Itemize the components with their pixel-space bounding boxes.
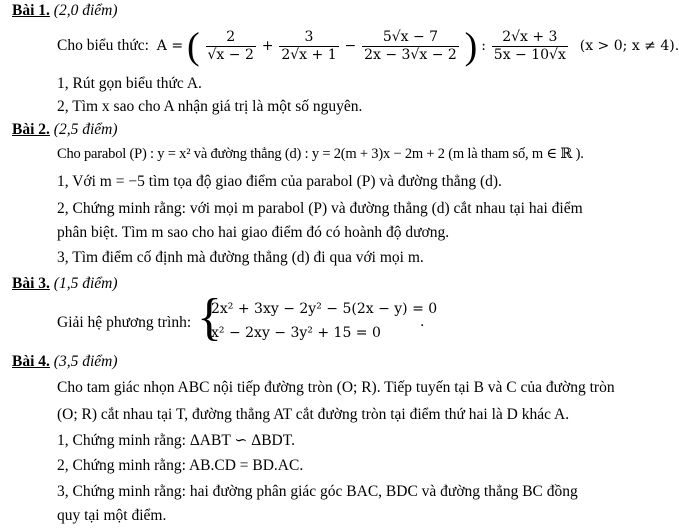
- bai4-question-3a: 3, Chứng minh rằng: hai đường phân giác góc BAC, BDC và đường thẳng BC đồng: [57, 483, 578, 500]
- bai2-title: Bài 2.: [12, 121, 50, 138]
- bai3-points: (1,5 điểm): [53, 275, 118, 292]
- bai3-end: .: [420, 314, 425, 330]
- bai4-title: Bài 4.: [12, 353, 50, 370]
- bai1-title: Bài 1.: [12, 2, 50, 19]
- bai2-question-1: 1, Với m = −5 tìm tọa độ giao điểm của parabol (P) và đường thẳng (d).: [57, 173, 502, 190]
- bai1-points: (2,0 điểm): [53, 2, 118, 19]
- bai4-question-2: 2, Chứng minh rằng: AB.CD = BD.AC.: [57, 457, 304, 474]
- bai2-question-2a: 2, Chứng minh rằng: với mọi m parabol (P) và đường thẳng (d) cắt nhau tại hai điểm: [57, 200, 583, 217]
- bai4-question-1: 1, Chứng minh rằng: ΔABT ∽ ΔBDT.: [57, 432, 295, 449]
- bai2-line-1: Cho parabol (P) : y = x² và đường thẳng (d) : y = 2(m + 3)x − 2m + 2 (m là tham số, m ∈ ℝ ).: [57, 146, 584, 162]
- bai3-title: Bài 3.: [12, 275, 50, 292]
- bai1-heading: [12, 1, 117, 21]
- system-brace: {: [197, 289, 222, 346]
- bai1-question-2: 2, Tìm x sao cho A nhận giá trị là một số nguyên.: [57, 98, 363, 115]
- bai3-equation-2: x² − 2xy − 3y² + 15 = 0: [211, 325, 381, 341]
- bai2-heading: [12, 120, 117, 140]
- bai1-expression: Cho biểu thức: A = ( $\frac{2}{√x - 2}$ + $\frac{3}{2√x + 1}$ − $\frac{5√x - 7}{2x - 3√x - 2}$ ) : $\frac{2√x + 3}{5x - 10√x}$ (x > 0; x ≠ 4).: [57, 25, 679, 68]
- fraction-3: $\frac{5√x - 7}{2x - 3√x - 2}$: [364, 28, 457, 63]
- bai4-points: (3,5 điểm): [53, 353, 118, 370]
- bai4-line-1: Cho tam giác nhọn ABC nội tiếp đường tròn (O; R). Tiếp tuyến tại B và C của đường tròn: [57, 379, 615, 396]
- bai4-line-2: (O; R) cắt nhau tại T, đường thẳng AT cắt đường tròn tại điểm thứ hai là D khác A.: [57, 406, 570, 423]
- bai2-points: (2,5 điểm): [53, 121, 118, 138]
- bai3-equation-1: 2x² + 3xy − 2y² − 5(2x − y) = 0: [211, 301, 438, 317]
- bai3-heading: [12, 274, 117, 294]
- bai3-intro: Giải hệ phương trình:: [57, 314, 192, 331]
- bai4-question-3b: quy tại một điểm.: [57, 507, 167, 524]
- bai1-question-1: 1, Rút gọn biểu thức A.: [57, 75, 202, 92]
- fraction-2: $\frac{3}{2√x + 1}$: [281, 28, 337, 63]
- bai4-heading: [12, 352, 117, 372]
- bai2-question-3: 3, Tìm điểm cố định mà đường thẳng (d) đi qua với mọi m.: [57, 249, 424, 266]
- bai2-question-2b: phân biệt. Tìm m sao cho hai giao điểm đó có hoành độ dương.: [57, 224, 450, 241]
- fraction-4: $\frac{2√x + 3}{5x - 10√x}$: [493, 28, 566, 63]
- fraction-1: $\frac{2}{√x - 2}$: [207, 28, 254, 63]
- bai1-intro: Cho biểu thức:: [57, 37, 149, 54]
- bai1-expr-lhs: A =: [156, 38, 184, 54]
- bai1-condition: (x > 0; x ≠ 4).: [579, 38, 679, 54]
